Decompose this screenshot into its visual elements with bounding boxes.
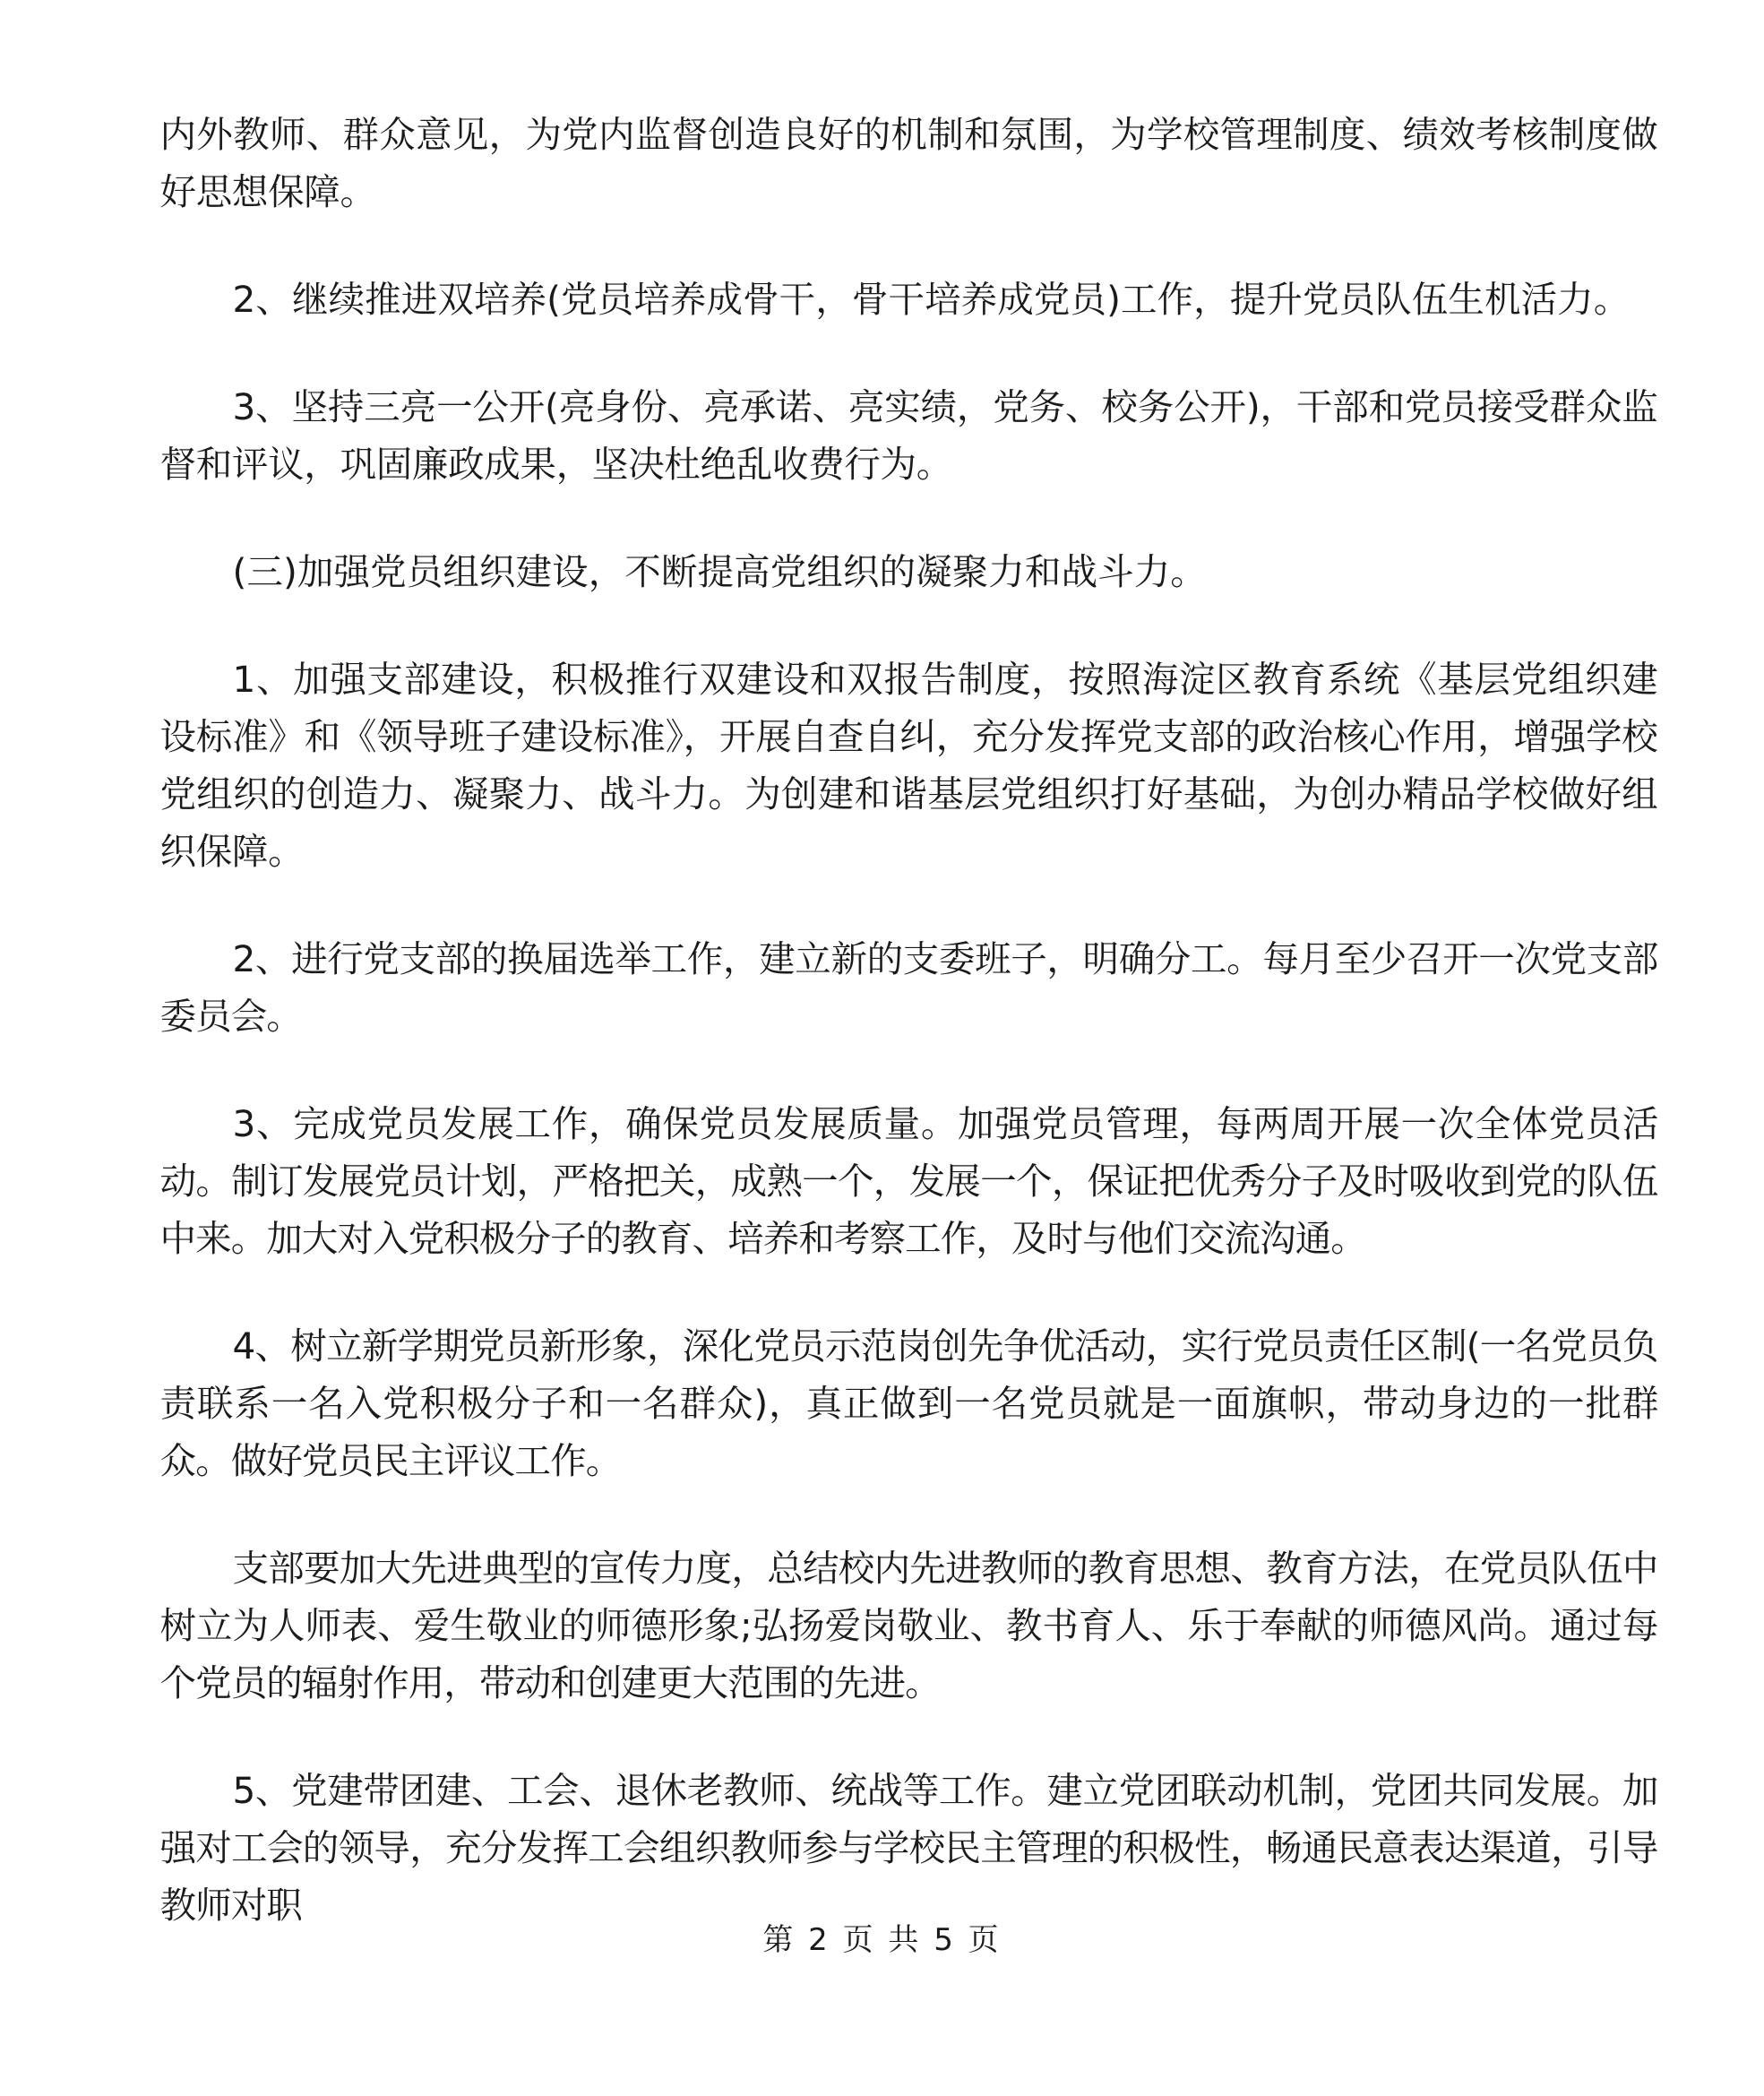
paragraph-item-4-new-image: 4、树立新学期党员新形象，深化党员示范岗创先争优活动，实行党员责任区制(一名党员负责联系一名入党积极分子和一名群众)，真正做到一名党员就是一面旗帜，带动身边的一批群众。做好党员民主评议工作。 <box>159 1324 1658 1482</box>
paragraph-advanced-models: 支部要加大先进典型的宣传力度，总结校内先进教师的教育思想、教育方法，在党员队伍中树立为人师表、爱生敬业的师德形象;弘扬爱岗敬业、教书育人、乐于奉献的师德风尚。通过每个党员的辐射作用，带动和创建更大范围的先进。 <box>159 1547 1658 1704</box>
page-number-footer: 第 2 页 共 5 页 <box>762 1922 1002 1958</box>
paragraph-item-3-member-development: 3、完成党员发展工作，确保党员发展质量。加强党员管理，每两周开展一次全体党员活动。制订发展党员计划，严格把关，成熟一个，发展一个，保证把优秀分子及时吸收到党的队伍中来。加大对入党积极分子的教育、培养和考察工作，及时与他们交流沟通。 <box>159 1102 1658 1260</box>
paragraph-item-2-dual-training: 2、继续推进双培养(党员培养成骨干，骨干培养成党员)工作，提升党员队伍生机活力。 <box>232 278 1631 321</box>
document-body <box>160 106 1658 1934</box>
paragraph-item-2-branch-election: 2、进行党支部的换届选举工作，建立新的支委班子，明确分工。每月至少召开一次党支部委员会。 <box>159 937 1658 1038</box>
paragraph-item-3-three-bright: 3、坚持三亮一公开(亮身份、亮承诺、亮实绩，党务、校务公开)，干部和党员接受群众监督和评议，巩固廉政成果，坚决杜绝乱收费行为。 <box>159 385 1658 486</box>
paragraph-item-5-party-league: 5、党建带团建、工会、退休老教师、统战等工作。建立党团联动机制，党团共同发展。加强对工会的领导，充分发挥工会组织教师参与学校民主管理的积极性，畅通民意表达渠道，引导教师对职 <box>159 1769 1658 1927</box>
paragraph-item-1-branch-building: 1、加强支部建设，积极推行双建设和双报告制度，按照海淀区教育系统《基层党组织建设标准》和《领导班子建设标准》，开展自查自纠，充分发挥党支部的政治核心作用，增强学校党组织的创造力、凝聚力、战斗力。为创建和谐基层党组织打好基础，为创办精品学校做好组织保障。 <box>159 658 1658 873</box>
paragraph-continuation: 内外教师、群众意见，为党内监督创造良好的机制和氛围，为学校管理制度、绩效考核制度做好思想保障。 <box>159 113 1658 213</box>
paragraph-section-three-heading: (三)加强党员组织建设，不断提高党组织的凝聚力和战斗力。 <box>232 550 1207 593</box>
